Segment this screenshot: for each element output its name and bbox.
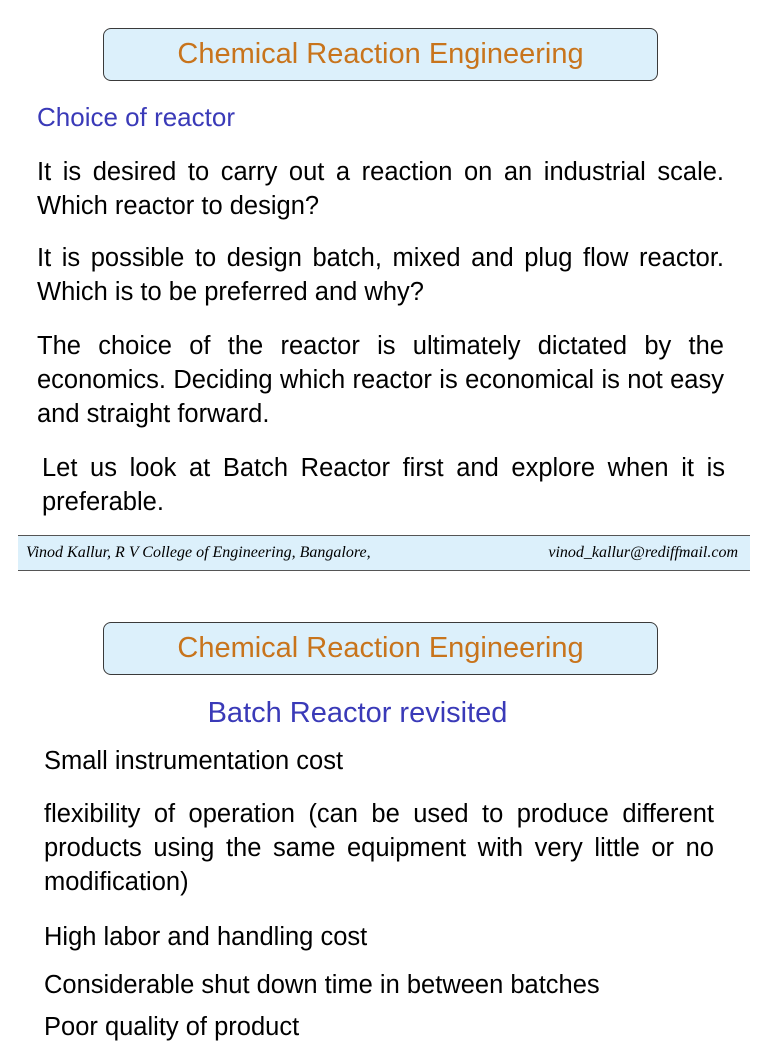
- slide1-paragraph-1: It is desired to carry out a reaction on an industrial scale. Which reactor to design?: [37, 158, 724, 220]
- slide2-header: Chemical Reaction Engineering: [177, 632, 584, 664]
- slide2-subtitle: Batch Reactor revisited: [207, 697, 508, 729]
- slide1-footer: [18, 535, 750, 571]
- slide1-header: Chemical Reaction Engineering: [177, 38, 584, 70]
- slide1-paragraph-3: The choice of the reactor is ultimately dictated by the economics. Deciding which reactor is economical is not easy and straight forward.: [37, 332, 724, 428]
- slide1-paragraph-4: Let us look at Batch Reactor first and explore when it is preferable.: [42, 454, 725, 516]
- footer-author: Vinod Kallur, R V College of Engineering, Bangalore,: [26, 544, 371, 561]
- slide1-title-box: [103, 28, 658, 81]
- slide1-paragraph-2: It is possible to design batch, mixed and plug flow reactor. Which is to be preferred and why?: [37, 244, 724, 306]
- page-separator: [0, 580, 768, 610]
- slide2-title-box: [103, 622, 658, 675]
- slide2-item-4: Considerable shut down time in between batches: [44, 971, 600, 999]
- slide2-item-5: Poor quality of product: [44, 1013, 300, 1041]
- footer-email: vinod_kallur@rediffmail.com: [548, 544, 738, 561]
- slide2-item-1: Small instrumentation cost: [44, 747, 344, 775]
- slide2-item-3: High labor and handling cost: [44, 923, 368, 951]
- slide1-subtitle: Choice of reactor: [37, 102, 235, 132]
- slide2-item-2: flexibility of operation (can be used to produce different products using the same equipment with very little or no modification): [44, 800, 714, 896]
